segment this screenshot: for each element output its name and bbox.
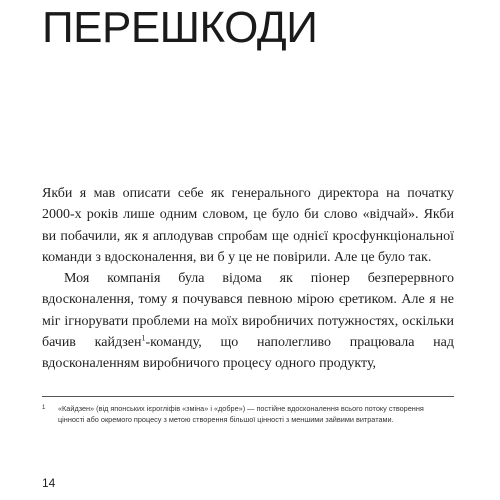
footnote-divider [42, 396, 454, 397]
footnote-reference[interactable]: 1 [141, 333, 146, 343]
paragraph-2 [42, 268, 454, 374]
footnote [42, 403, 454, 425]
paragraph-2-text-before: Моя компанія була відома як піонер безперервного вдосконалення, тому я почувався певною мірою єретиком. Але я не міг ігнорувати проблеми на моїх виробничих потужностях, оскільки бачив кайдзен [42, 271, 454, 351]
chapter-title: ПЕРЕШКОДИ [42, 3, 318, 52]
footnote-marker: 1 [42, 405, 46, 411]
paragraph-2-text-after: -команду, що наполегливо працювала над вдосконаленням виробничого процесу одного продукту, [42, 335, 455, 372]
footnote-text: «Кайдзен» (від японських ієрогліфів «зміна» і «добре») — постійне вдосконалення всього потоку створення цінності або окремого процесу з метою створення більшої цінності з меншими зайвими витратами. [58, 404, 424, 424]
page-number: 14 [42, 476, 56, 490]
paragraph-1: Якби я мав описати себе як генерального директора на початку 2000-х років лише одним словом, це було би слово «відчай». Якби ви побачили, як я аплодував спробам ще однієї кросфункціональної команди з вдосконалення, ви б у це не повірили. Але це було так. [42, 186, 454, 265]
body-text [42, 183, 454, 375]
